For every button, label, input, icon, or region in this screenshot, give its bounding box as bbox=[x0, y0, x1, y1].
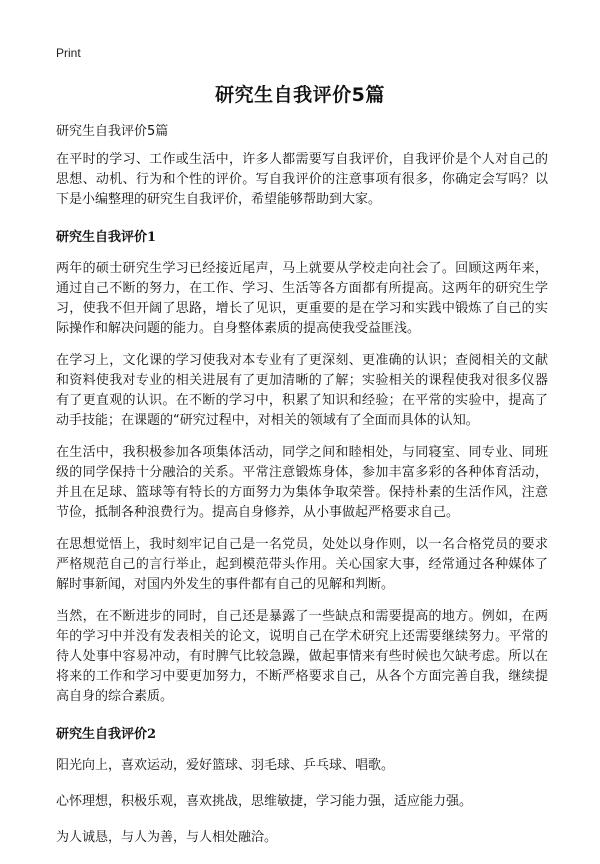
paragraph: 两年的硕士研究生学习已经接近尾声，马上就要从学校走向社会了。回顾这两年来，通过自己不断的努力，在工作、学习、生活等各方面都有所提高。这两年的研究生学习，使我不但开阔了思路，增长了见识，更重要的是在学习和实践中锻炼了自己的实际操作和解决问题的能力。自身整体素质的提高使我受益匪浅。 bbox=[56, 261, 548, 336]
paragraph: 当然，在不断进步的同时，自己还是暴露了一些缺点和需要提高的地方。例如，在两年的学习中并没有发表相关的论文，说明自己在学术研究上还需要继续努力。平常的待人处事中容易冲动，有时脾气比较急躁，做起事情来有些时候也欠缺考虑。所以在将来的工作和学习中要更加努力，不断严格要求自己，从各个方面完善自我，继续提高自身的综合素质。 bbox=[56, 609, 548, 704]
intro-paragraph: 在平时的学习、工作或生活中，许多人都需要写自我评价，自我评价是个人对自己的思想、动机、行为和个性的评价。写自我评价的注意事项有很多，你确定会写吗？以下是小编整理的研究生自我评价，希望能够帮助到大家。 bbox=[56, 152, 548, 207]
paragraph: 在生活中，我积极参加各项集体活动，同学之间和睦相处，与同寝室、同专业、同班级的同学保持十分融洽的关系。平常注意锻炼身体，参加丰富多彩的各种体育活动，并且在足球、篮球等有特长的方面努力为集体争取荣誉。保持朴素的生活作风，注意节俭，抵制各种浪费行为。提高自身修养，从小事做起严格要求自己。 bbox=[56, 445, 548, 520]
article-body bbox=[56, 150, 548, 864]
paragraph: 心怀理想，积极乐观，喜欢挑战，思维敏捷，学习能力强，适应能力强。 bbox=[56, 794, 473, 809]
paragraph: 在学习上，文化课的学习使我对本专业有了更深刻、更准确的认识；查阅相关的文献和资料使我对专业的相关进展有了更加清晰的了解；实验相关的课程使我对很多仪器有了更直观的认识。在不断的学习中，积累了知识和经验；在平常的实验中，提高了动手技能；在课题的“研究过程中，对相关的领域有了全面而具体的认知。 bbox=[56, 353, 548, 428]
subtitle: 研究生自我评价5篇 bbox=[56, 124, 169, 139]
section-heading-1: 研究生自我评价1 bbox=[56, 230, 157, 245]
print-link[interactable]: Print bbox=[56, 46, 81, 60]
section-heading-2: 研究生自我评价2 bbox=[56, 727, 157, 742]
paragraph: 阳光向上，喜欢运动，爱好篮球、羽毛球、乒乓球、唱歌。 bbox=[56, 758, 395, 773]
page-title: 研究生自我评价5篇 bbox=[215, 84, 385, 106]
paragraph: 在思想觉悟上，我时刻牢记自己是一名党员，处处以身作则，以一名合格党员的要求严格规范自己的言行举止，起到模范带头作用。关心国家大事，经常通过各种媒体了解时事新闻，对国内外发生的事件都有自己的见解和判断。 bbox=[56, 537, 548, 592]
paragraph: 为人诚恳，与人为善，与人相处融洽。 bbox=[56, 830, 278, 845]
